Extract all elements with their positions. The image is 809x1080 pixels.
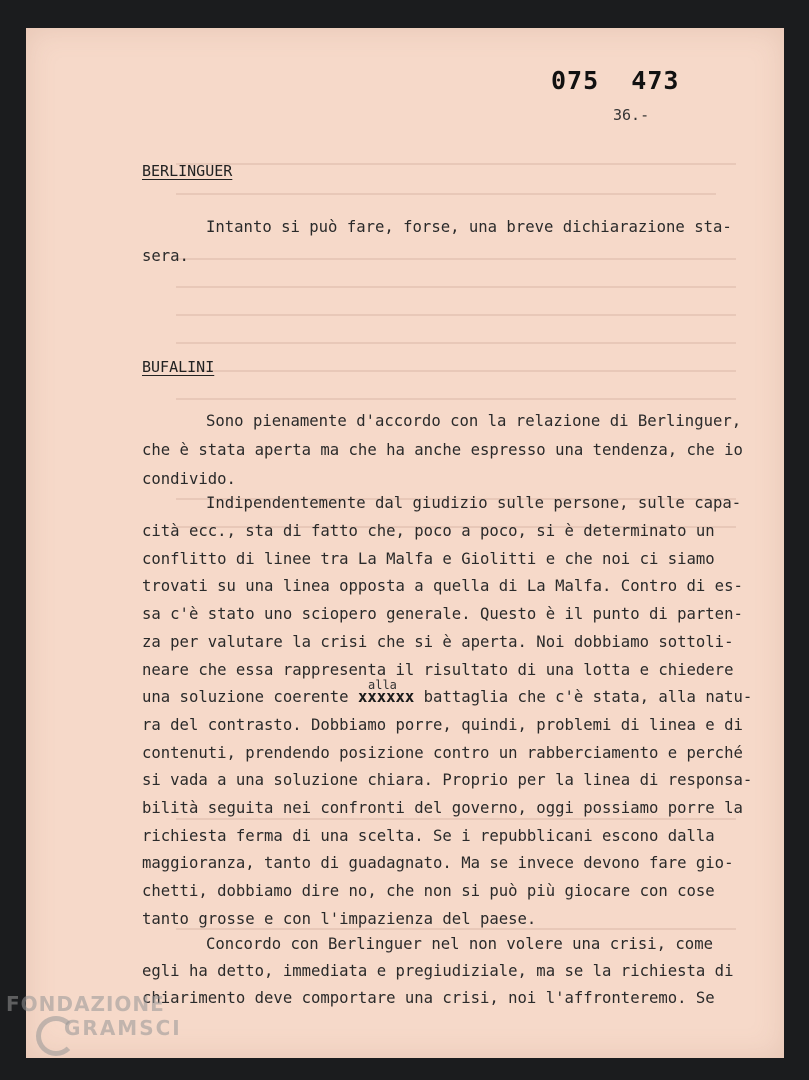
struck-text: xxxxxx [357, 688, 415, 706]
watermark-line1: FONDAZIONE [6, 992, 165, 1016]
text-line: chetti, dobbiamo dire no, che non si può più giocare con cose [142, 882, 715, 900]
text-line: egli ha detto, immediata e pregiudiziale, ma se la richiesta di [142, 962, 734, 980]
text-line: condivido. [142, 470, 236, 488]
text-line: sa c'è stato uno sciopero generale. Questo è il punto di parten- [142, 605, 743, 623]
text-line: neare che essa rappresenta il risultato di una lotta e chiedere [142, 661, 734, 679]
text-line: Concordo con Berlinguer nel non volere una crisi, come [206, 935, 713, 953]
text-line: sera. [142, 247, 189, 265]
text-line: trovati su una linea opposta a quella di La Malfa. Contro di es- [142, 577, 743, 595]
document-number: 075 473 [551, 66, 680, 95]
page-number: 36.- [613, 106, 650, 124]
text-line-with-correction: una soluzione coerente xxxxxx battaglia che c'è stata, alla natu- [142, 688, 753, 706]
text-line: Sono pienamente d'accordo con la relazione di Berlinguer, [206, 412, 742, 430]
text-line: contenuti, prendendo posizione contro un rabberciamento e perché [142, 744, 743, 762]
text-line: tanto grosse e con l'impazienza del paese. [142, 910, 537, 928]
speaker-bufalini: BUFALINI [142, 358, 215, 376]
text-line: si vada a una soluzione chiara. Proprio per la linea di responsa- [142, 771, 753, 789]
show-through-text [26, 28, 784, 1058]
text-line: chiarimento deve comportare una crisi, noi l'affronteremo. Se [142, 989, 715, 1007]
text-line: bilità seguita nei confronti del governo, oggi possiamo porre la [142, 799, 743, 817]
document-page [26, 28, 784, 1058]
text-line: conflitto di linee tra La Malfa e Giolitti e che noi ci siamo [142, 550, 715, 568]
text-line: za per valutare la crisi che si è aperta. Noi dobbiamo sottoli- [142, 633, 734, 651]
speaker-berlinguer: BERLINGUER [142, 162, 233, 180]
text-line: che è stata aperta ma che ha anche espresso una tendenza, che io [142, 441, 743, 459]
handwritten-insertion: alla [368, 678, 397, 692]
text-line: Intanto si può fare, forse, una breve dichiarazione sta- [206, 218, 732, 236]
watermark-line2: GRAMSCI [64, 1016, 182, 1040]
text-line: cità ecc., sta di fatto che, poco a poco, si è determinato un [142, 522, 715, 540]
text-line: richiesta ferma di una scelta. Se i repubblicani escono dalla [142, 827, 715, 845]
text-line: Indipendentemente dal giudizio sulle persone, sulle capa- [206, 494, 742, 512]
text-line: maggioranza, tanto di guadagnato. Ma se invece devono fare gio- [142, 854, 734, 872]
text-line: ra del contrasto. Dobbiamo porre, quindi, problemi di linea e di [142, 716, 743, 734]
